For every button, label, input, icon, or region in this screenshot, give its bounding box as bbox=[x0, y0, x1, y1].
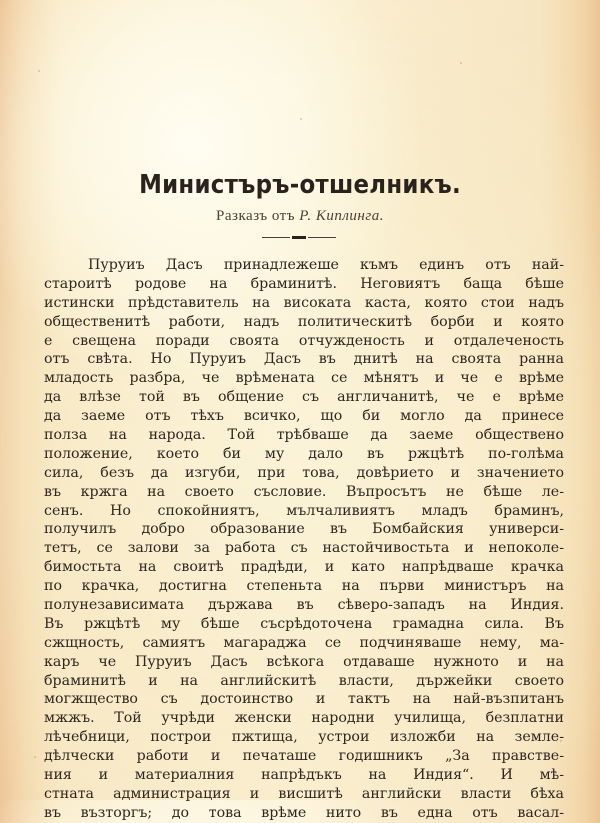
text-line: въ кржга на своето съсловие. Въпросътъ не бѣше ле- bbox=[44, 483, 564, 500]
text-line: бимостьта на своитѣ прадѣди, и като напрѣдваше крачка bbox=[44, 559, 564, 576]
chapter-title: Министъръ-отшелникъ. bbox=[139, 170, 461, 200]
chapter-subtitle bbox=[0, 208, 600, 225]
text-line: каръ че Пуруиъ Дасъ всѣкога отдаваше нужното и на bbox=[44, 653, 564, 670]
text-line: лѣчебници, построи пжтища, устрои изложби на земле- bbox=[44, 729, 564, 746]
text-line: полунезависимата държава въ сѣверо-западъ на Индия. bbox=[44, 597, 564, 614]
text-line: сжщность, самиятъ магараджа се подчиняваше нему, ма- bbox=[44, 634, 564, 651]
text-line: по крачка, достигна степеньта на първи министъръ на bbox=[44, 578, 564, 595]
story-body bbox=[44, 256, 564, 823]
paper-speck bbox=[38, 70, 40, 72]
text-line: браминитѣ и на английскитѣ власти, държейки своето bbox=[44, 672, 564, 689]
text-line: тетъ, се залови за работа съ настойчивостьта и непоколе- bbox=[44, 540, 564, 557]
ornament-left-rule bbox=[262, 237, 290, 238]
subtitle-prefix: Разказъ отъ bbox=[216, 208, 300, 224]
text-line: мжжъ. Той учрѣди женски народни училища, безплатни bbox=[44, 710, 564, 727]
ornament-right-rule bbox=[308, 237, 336, 238]
paper-speck bbox=[300, 118, 302, 120]
text-line: дѣлчески работи и печаташе годишникъ „За правстве- bbox=[44, 748, 564, 765]
text-line: получилъ добро образование въ Бомбайския универси- bbox=[44, 521, 564, 538]
title-ornament-divider bbox=[262, 236, 336, 240]
text-line: положение, което би му дало въ ржцѣтѣ по-голѣма bbox=[44, 445, 564, 462]
text-line: ния и материалния напрѣдъкъ на Индия“. И мѣ- bbox=[44, 767, 564, 784]
paper-speck bbox=[300, 752, 302, 754]
text-line: въ възторгъ; до това врѣме нито въ една отъ васал- bbox=[44, 804, 564, 821]
text-line: могжщество съ достоинство и тактъ на най-възпитанъ bbox=[44, 691, 564, 708]
text-line: е свещена поради своята отчужденость и отдалеченость bbox=[44, 332, 564, 349]
ornament-center-dash bbox=[292, 236, 306, 239]
text-line: отъ свѣта. Но Пуруиъ Дасъ въ днитѣ на своята ранна bbox=[44, 351, 564, 368]
text-line: младость разбра, че врѣмената се мѣнятъ и че е врѣме bbox=[44, 370, 564, 387]
paper-speck bbox=[560, 740, 562, 742]
text-line: истински прѣдставитель на високата каста, която стои надъ bbox=[44, 294, 564, 311]
paper-speck bbox=[34, 756, 36, 758]
text-line: да влѣзе той въ общение съ англичанитѣ, че е врѣме bbox=[44, 389, 564, 406]
text-line: полза на народа. Той трѣбваше да заеме обществено bbox=[44, 427, 564, 444]
text-line: общественитѣ работи, надъ политическитѣ борби и която bbox=[44, 313, 564, 330]
text-line: стната администрация и висшитѣ английски власти бѣха bbox=[44, 785, 564, 802]
text-line: да заеме отъ тѣхъ всичко, що би могло да принесе bbox=[44, 408, 564, 425]
text-line: Въ ржцѣтѣ му бѣше съсрѣдоточена грамадна сила. Въ bbox=[44, 615, 564, 632]
text-line: староитѣ родове на браминитѣ. Неговиятъ баща бѣше bbox=[44, 275, 564, 292]
subtitle-author: Р. Киплинга. bbox=[299, 208, 384, 224]
paper-speck bbox=[460, 62, 462, 64]
text-line: сенъ. Но спокойниятъ, мълчаливиятъ младъ браминъ, bbox=[44, 502, 564, 519]
text-line: Пуруиъ Дасъ принадлежеше къмъ единъ отъ най- bbox=[88, 257, 564, 273]
text-line: сила, безъ да изгуби, при това, довѣрието и значението bbox=[44, 464, 564, 481]
